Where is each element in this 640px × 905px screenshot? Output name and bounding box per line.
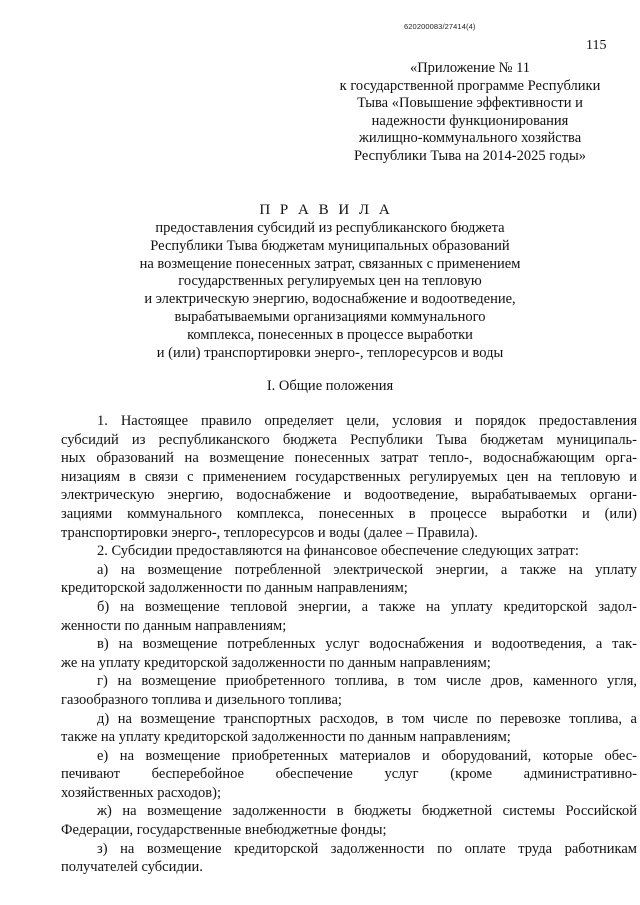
paragraph-line: зациями коммунального комплекса, понесенных в процессе выработки и (или) — [61, 505, 637, 522]
rules-heading: П Р А В И Л А — [259, 202, 393, 218]
paragraph-line: 1. Настоящее правило определяет цели, условия и порядок предоставления — [97, 413, 637, 429]
list-item-line: е) на возмещение приобретенных материалов и оборудований, которые обес- — [97, 747, 637, 764]
paragraph-line: 2. Субсидии предоставляются на финансовое обеспечение следующих затрат: — [97, 543, 579, 560]
document-code: 620200083/27414(4) — [404, 22, 476, 31]
list-item-line: в) на возмещение потребленных услуг водоснабжения и водоотведения, а так- — [97, 636, 637, 653]
paragraph-line: электрическую энергию, водоснабжение и водоотведение, вырабатываемых органи- — [61, 487, 637, 504]
body-text — [61, 412, 637, 877]
appendix-line: Республики Тыва на 2014-2025 годы» — [353, 147, 587, 164]
subtitle-line: и (или) транспортировки энерго-, теплоресурсов и воды — [156, 344, 504, 361]
subtitle-line: предоставления субсидий из республиканского бюджета — [155, 220, 505, 236]
list-item-line: кредиторской задолженности по данным направлениям; — [61, 580, 408, 597]
list-item-line: д) на возмещение транспортных расходов, в том числе по перевозке топлива, а — [97, 710, 637, 727]
paragraph-line: субсидий из республиканского бюджета Республики Тыва бюджетам муниципаль- — [61, 431, 637, 448]
list-item-line: ж) на возмещение задолженности в бюджеты бюджетной системы Российской — [97, 803, 637, 820]
list-item-line: з) на возмещение кредиторской задолженности по оплате труда работникам — [97, 840, 637, 857]
subtitle-line: и электрическую энергию, водоснабжение и водоотведение, — [144, 291, 516, 308]
list-item-line: хозяйственных расходов); — [61, 784, 222, 801]
section-title: I. Общие положения — [266, 378, 394, 394]
appendix-line: жилищно-коммунального хозяйства — [358, 130, 582, 146]
list-item-line: Федерации, государственные внебюджетные фонды; — [61, 822, 387, 839]
list-item-line: а) на возмещение потребленной электрической энергии, а также на уплату — [97, 561, 637, 578]
appendix-line: Тыва «Повышение эффективности и — [357, 95, 583, 111]
subtitle-line: вырабатываемыми организациями коммунального — [174, 308, 486, 325]
list-item-line: г) на возмещение приобретенного топлива, в том числе дров, каменного угля, — [97, 673, 637, 690]
appendix-line: к государственной программе Республики — [339, 77, 601, 94]
subtitle-line: государственных регулируемых цен на тепловую — [178, 273, 482, 290]
paragraph-line: ных образований на возмещение понесенных затрат тепло-, водоснабжающим орга- — [61, 450, 637, 467]
page-number: 115 — [586, 38, 607, 53]
subtitle-line: на возмещение понесенных затрат, связанных с применением — [139, 255, 521, 272]
paragraph-line: низациям в связи с применением государственных регулируемых цен на тепловую и — [61, 468, 637, 485]
list-item-line: газообразного топлива и дизельного топлива; — [61, 691, 342, 708]
paragraph-line: транспортировки энерго-, теплоресурсов и воды (далее – Правила). — [61, 524, 478, 541]
list-item-line: же на уплату кредиторской задолженности по данным направлениям; — [61, 654, 491, 671]
rules-subtitle — [80, 220, 580, 362]
appendix-line: надежности функционирования — [371, 112, 569, 129]
subtitle-line: Республики Тыва бюджетам муниципальных образований — [150, 237, 510, 254]
list-item-line: печивают бесперебойное обеспечение услуг (кроме административно- — [61, 766, 637, 783]
appendix-block — [320, 60, 620, 165]
list-item-line: также на уплату кредиторской задолженности по данным направлениям; — [61, 729, 511, 746]
list-item-line: получателей субсидии. — [61, 859, 203, 876]
subtitle-line: комплекса, понесенных в процессе выработки — [187, 326, 473, 343]
list-item-line: женности по данным направлениям; — [61, 617, 287, 634]
appendix-line: «Приложение № 11 — [409, 60, 531, 76]
list-item-line: б) на возмещение тепловой энергии, а также на уплату кредиторской задол- — [97, 598, 637, 615]
